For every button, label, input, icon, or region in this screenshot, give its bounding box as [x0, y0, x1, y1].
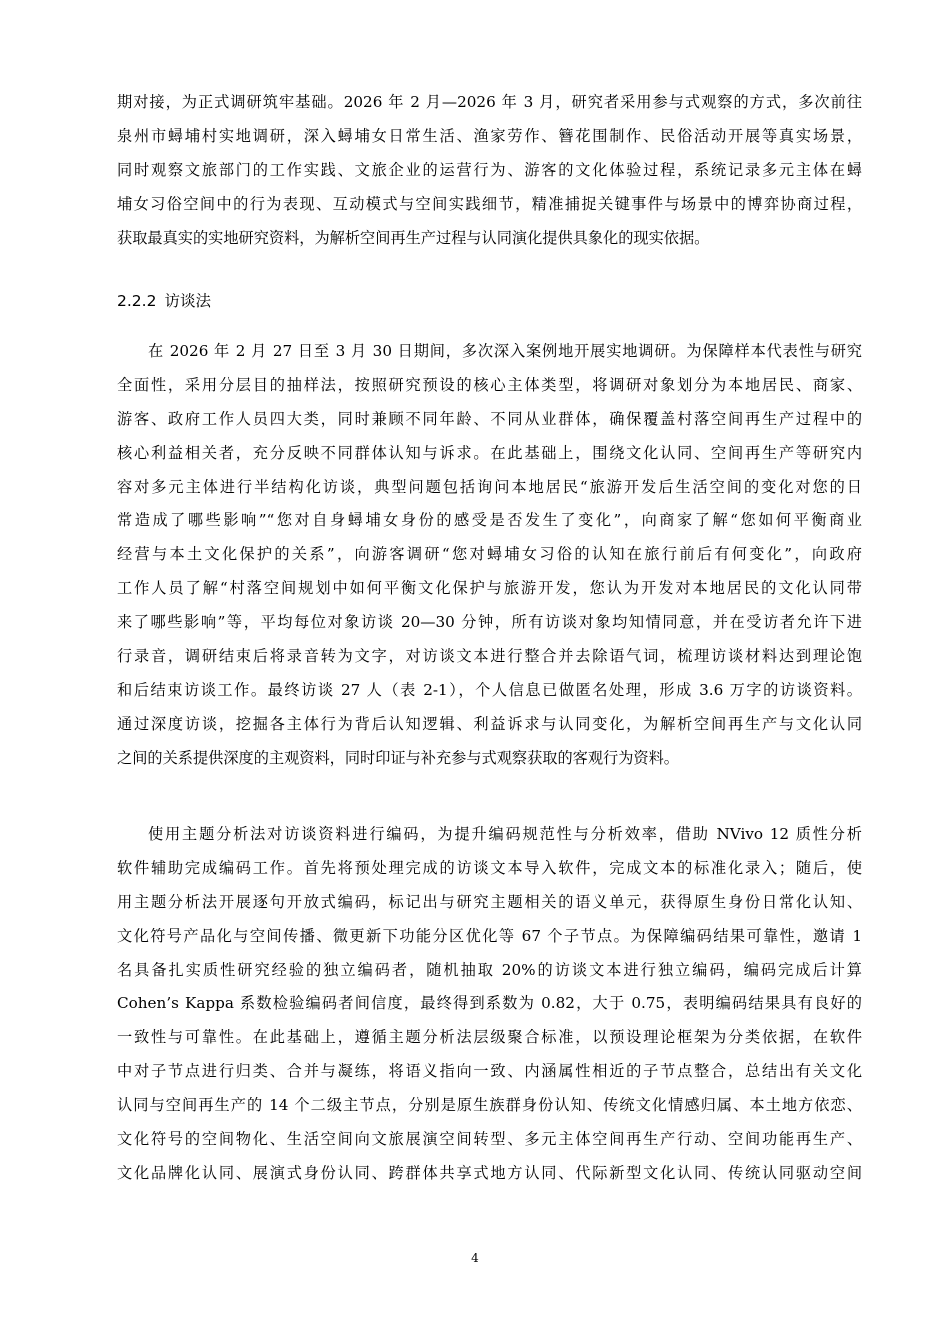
text-line: 认同与空间再生产的 14 个二级主节点，分别是原生族群身份认知、传统文化情感归属、本土地方依恋、 — [117, 1096, 862, 1115]
text-line: 埔女习俗空间中的行为表现、互动模式与空间实践细节，精准捕捉关键事件与场景中的博弈协商过程， — [117, 194, 862, 213]
section-title: 访谈法 — [164, 292, 211, 310]
text-line: 经营与本土文化保护的关系”，向游客调研“您对蟳埔女习俗的认知在旅行前后有何变化”，向政府 — [117, 545, 862, 564]
text-line: 来了哪些影响”等，平均每位对象访谈 20—30 分钟，所有访谈对象均知情同意，并在受访者允许下进 — [117, 613, 862, 632]
text-line: 中对子节点进行归类、合并与凝练，将语义指向一致、内涵属性相近的子节点整合，总结出有关文化 — [117, 1062, 862, 1081]
text-line: 用主题分析法开展逐句开放式编码，标记出与研究主题相关的语义单元，获得原生身份日常化认知、 — [117, 892, 862, 911]
text-line: 一致性与可靠性。在此基础上，遵循主题分析法层级聚合标准，以预设理论框架为分类依据，在软件 — [117, 1028, 862, 1047]
text-line: 文化品牌化认同、展演式身份认同、跨群体共享式地方认同、代际新型文化认同、传统认同驱动空间 — [117, 1163, 862, 1182]
text-line: 同时观察文旅部门的工作实践、文旅企业的运营行为、游客的文化体验过程，系统记录多元主体在蟳 — [117, 160, 862, 179]
text-line: 之间的关系提供深度的主观资料，同时印证与补充参与式观察获取的客观行为资料。 — [117, 748, 679, 767]
text-line: 文化符号的空间物化、生活空间向文旅展演空间转型、多元主体空间再生产行动、空间功能再生产、 — [117, 1130, 862, 1149]
text-line: 通过深度访谈，挖掘各主体行为背后认知逻辑、利益诉求与认同变化，为解析空间再生产与文化认同 — [117, 714, 862, 733]
text-line: 软件辅助完成编码工作。首先将预处理完成的访谈文本导入软件，完成文本的标准化录入；随后，使 — [117, 858, 862, 877]
text-line: 名具备扎实质性研究经验的独立编码者，随机抽取 20%的访谈文本进行独立编码，编码完成后计算 — [117, 960, 862, 979]
text-line: 全面性，采用分层目的抽样法，按照研究预设的核心主体类型，将调研对象划分为本地居民、商家、 — [117, 375, 862, 394]
text-line: 行录音，调研结束后将录音转为文字，对访谈文本进行整合并去除语气词，梳理访谈材料达到理论饱 — [117, 647, 862, 666]
text-line: 在 2026 年 2 月 27 日至 3 月 30 日期间，多次深入案例地开展实地调研。为保障样本代表性与研究 — [148, 342, 862, 360]
text-line: 常造成了哪些影响”“您对自身蟳埔女身份的感受是否发生了变化”，向商家了解“您如何平衡商业 — [117, 511, 862, 530]
text-line: 和后结束访谈工作。最终访谈 27 人（表 2-1），个人信息已做匿名处理，形成 3.6 万字的访谈资料。 — [117, 680, 862, 699]
paragraph-interview-method — [117, 335, 862, 776]
text-line: 核心利益相关者，充分反映不同群体认知与诉求。在此基础上，围绕文化认同、空间再生产等研究内 — [117, 443, 862, 462]
text-line: 期对接，为正式调研筑牢基础。2026 年 2 月—2026 年 3 月，研究者采用参与式观察的方式，多次前往 — [117, 93, 862, 111]
text-line: 泉州市蟳埔村实地调研，深入蟳埔女日常生活、渔家劳作、簪花围制作、民俗活动开展等真实场景， — [117, 126, 862, 145]
text-line: 游客、政府工作人员四大类，同时兼顾不同年龄、不同从业群体，确保覆盖村落空间再生产过程中的 — [117, 409, 862, 428]
text-line: 文化符号产品化与空间传播、微更新下功能分区优化等 67 个子节点。为保障编码结果可靠性，邀请 1 — [117, 926, 862, 945]
paragraph-thematic-coding — [117, 818, 862, 1191]
text-line: Cohen’s Kappa 系数检验编码者间信度，最终得到系数为 0.82，大于 0.75，表明编码结果具有良好的 — [117, 994, 862, 1013]
section-heading — [117, 284, 211, 318]
text-line: 获取最真实的实地研究资料，为解析空间再生产过程与认同演化提供具象化的现实依据。 — [117, 228, 710, 247]
paragraph-participant-observation — [117, 86, 862, 255]
text-line: 容对多元主体进行半结构化访谈，典型问题包括询问本地居民“旅游开发后生活空间的变化对您的日 — [117, 477, 862, 496]
page-number: 4 — [471, 1251, 479, 1265]
section-number: 2.2.2 — [117, 292, 157, 310]
text-line: 工作人员了解“村落空间规划中如何平衡文化保护与旅游开发，您认为开发对本地居民的文化认同带 — [117, 579, 862, 598]
text-line: 使用主题分析法对访谈资料进行编码，为提升编码规范性与分析效率，借助 NVivo 12 质性分析 — [148, 825, 862, 843]
